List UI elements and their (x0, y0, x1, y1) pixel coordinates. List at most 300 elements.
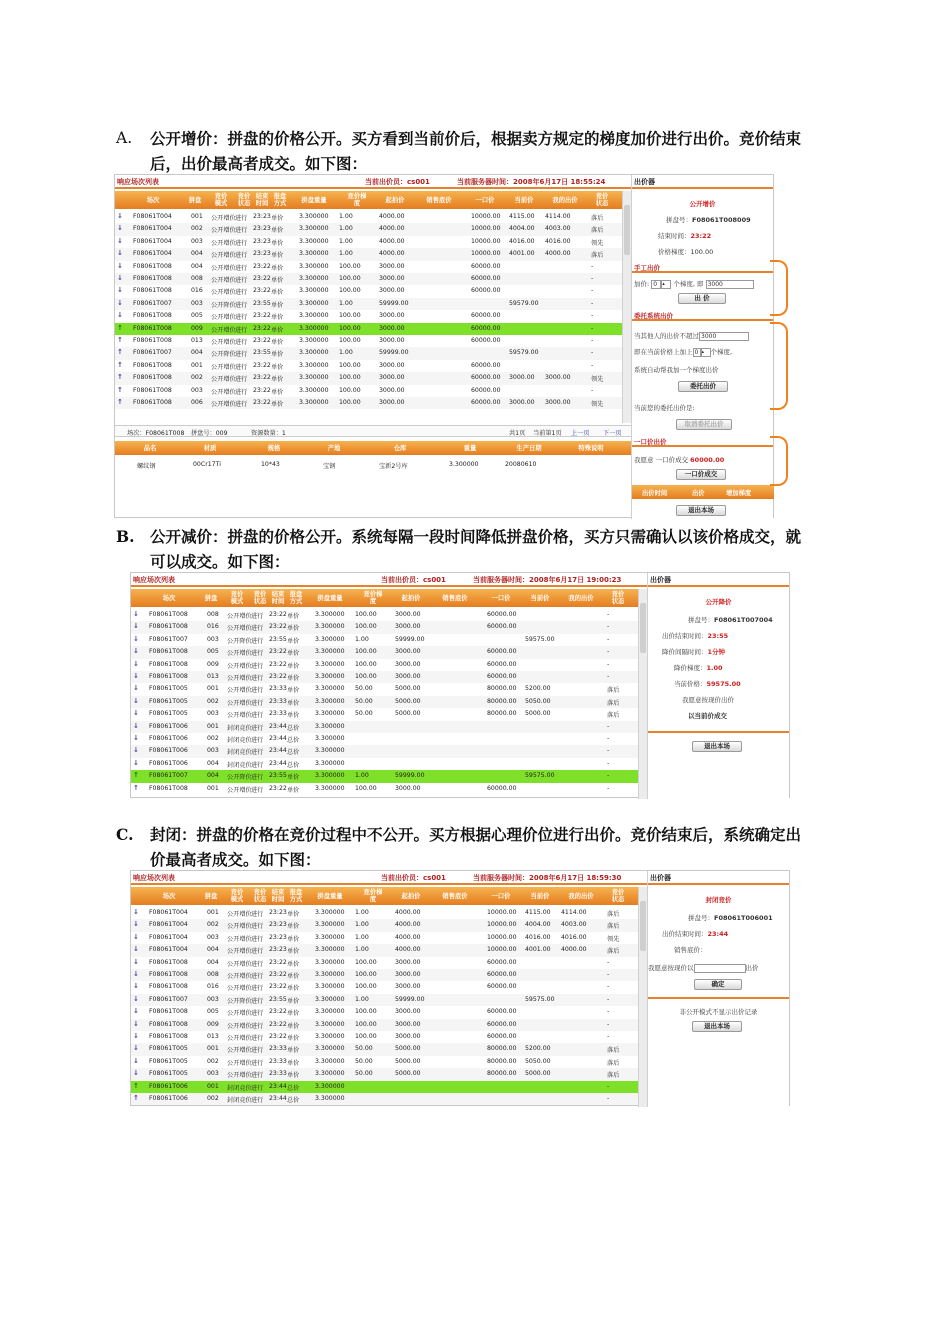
lot-label: 拼盘号： (666, 216, 692, 224)
table-row[interactable] (115, 248, 622, 260)
table-row[interactable] (115, 397, 622, 409)
cell-bid-mode: 公开增价 (227, 948, 252, 956)
table-row[interactable] (115, 211, 622, 223)
cell-weight: 3.300000 (315, 1082, 345, 1090)
arrow-down-icon: ↓ (133, 634, 139, 643)
cell-weight: 3.300000 (299, 262, 329, 270)
cell-bid-status: 进行 (235, 388, 248, 396)
bid-button[interactable]: 出 价 (678, 293, 726, 304)
cell-end-time: 23:23 (269, 921, 287, 929)
list-title: 响应场次列表 (133, 874, 175, 882)
cell-current-price: 4001.00 (509, 250, 535, 258)
cell-step: 1.00 (339, 213, 353, 220)
cell-end-time: 23:22 (253, 386, 271, 394)
cell-bid-status: 进行 (251, 786, 264, 794)
table-scrollbar[interactable] (638, 887, 647, 1107)
cell-end-time: 23:23 (269, 946, 287, 954)
cell-end-time: 23:22 (253, 374, 271, 382)
res-cell: 20080610 (505, 461, 537, 468)
exit-button[interactable]: 退出本场 (692, 1021, 742, 1032)
cell-end-time: 23:22 (269, 1008, 287, 1016)
res-col-note: 特殊说明 (578, 444, 604, 452)
cell-start-price: 5000.00 (395, 710, 421, 718)
cell-fixed-price: 80000.00 (487, 1070, 517, 1078)
column-header: 起拍价 (401, 594, 421, 602)
cell-lot-no: 013 (207, 673, 219, 680)
cell-rank-status: 落后 (607, 1072, 620, 1080)
arrow-up-icon: ↑ (117, 398, 123, 406)
table-row[interactable] (131, 745, 638, 757)
table-row[interactable] (131, 683, 638, 695)
cell-step: 1.00 (355, 772, 369, 780)
cell-fixed-price: 60000.00 (487, 660, 517, 668)
proxy-step-input[interactable]: 0 (693, 348, 701, 357)
table-row[interactable] (131, 696, 638, 708)
cell-current-price: 59575.00 (525, 995, 555, 1003)
cell-step: 50.00 (355, 1045, 373, 1053)
proxy-limit-input[interactable]: 3000 (699, 332, 749, 341)
cell-start-price: 4000.00 (379, 250, 405, 258)
cell-bid-status: 进行 (235, 314, 248, 322)
arrow-down-icon: ↓ (133, 957, 139, 966)
cell-fixed-price: 60000.00 (487, 623, 517, 631)
cell-rank-status: - (591, 324, 594, 332)
table-row[interactable] (131, 708, 638, 720)
cell-end-time: 23:44 (269, 747, 287, 755)
column-header: 一口价 (491, 892, 511, 900)
cell-weight: 3.300000 (299, 324, 329, 332)
cell-quote-type: 单价 (271, 388, 284, 396)
table-row[interactable] (131, 671, 638, 683)
step-value: 100.00 (690, 248, 714, 256)
column-header: 结束 时间 (271, 591, 285, 605)
table-row[interactable] (131, 919, 638, 931)
table-row[interactable] (131, 981, 638, 993)
cell-bid-status: 进行 (251, 1047, 264, 1055)
column-header: 竞价 状态 (237, 193, 251, 207)
pager-next-link[interactable]: 下一页 (603, 430, 622, 437)
cell-bid-status: 进行 (251, 948, 264, 956)
res-cell: 3.300000 (449, 461, 479, 468)
table-row[interactable] (131, 721, 638, 733)
table-row[interactable] (131, 733, 638, 745)
cell-bid-mode: 公开增价 (227, 973, 252, 980)
manual-price-input[interactable]: 3000 (706, 280, 754, 289)
table-row[interactable] (131, 957, 638, 969)
table-scrollbar[interactable] (622, 191, 631, 423)
cell-start-price: 3000.00 (395, 648, 421, 656)
cell-weight: 3.300000 (315, 772, 345, 780)
arrow-up-icon: ↑ (133, 1081, 139, 1090)
cell-session-id: F08061T004 (133, 250, 172, 258)
cell-session-id: F08061T008 (133, 324, 172, 332)
cell-my-bid: 4016.00 (545, 237, 571, 245)
cell-bid-status: 进行 (235, 215, 248, 222)
cell-start-price: 4000.00 (395, 921, 421, 929)
proxy-bid-section: 委托系统出价 (632, 311, 773, 321)
arrow-down-icon: ↓ (117, 261, 123, 270)
cell-weight: 3.300000 (299, 287, 329, 295)
arrow-up-icon: ↑ (133, 783, 139, 792)
cell-end-time: 23:55 (269, 995, 287, 1003)
cell-weight: 3.300000 (299, 374, 329, 382)
cell-current-price: 4115.00 (525, 909, 551, 916)
cell-session-id: F08061T005 (149, 685, 188, 693)
table-row[interactable] (115, 261, 622, 273)
cell-bid-mode: 封闭竞价 (227, 1084, 252, 1092)
cell-session-id: F08061T008 (133, 275, 172, 282)
cell-quote-type: 总价 (287, 737, 300, 744)
column-header: 场次 (146, 196, 160, 204)
cell-step: 1.00 (355, 946, 369, 954)
bid-panel-title: 出价器 (650, 576, 671, 584)
exit-button[interactable]: 退出本场 (676, 505, 726, 516)
table-row[interactable] (115, 285, 622, 297)
cell-session-id: F08061T004 (149, 933, 188, 941)
sealed-bid-pre: 我愿意按现价以 (648, 964, 694, 972)
cell-step: 100.00 (355, 983, 377, 991)
table-row[interactable] (115, 360, 622, 372)
cell-session-id: F08061T006 (149, 759, 188, 767)
cell-session-id: F08061T005 (149, 710, 188, 718)
cell-bid-mode: 公开增价 (211, 289, 236, 297)
arrow-down-icon: ↓ (133, 1032, 139, 1040)
table-row[interactable] (131, 969, 638, 981)
column-header: 竞价 状态 (595, 193, 609, 207)
cell-session-id: F08061T006 (149, 747, 188, 755)
cell-end-time: 23:33 (269, 1057, 287, 1065)
cell-lot-no: 002 (207, 1057, 219, 1065)
cell-rank-status: 落后 (607, 923, 620, 931)
price-line (674, 679, 741, 688)
cell-session-id: F08061T008 (149, 648, 188, 656)
cell-fixed-price: 60000.00 (487, 1033, 517, 1040)
cell-end-time: 23:33 (269, 710, 287, 718)
cell-lot-no: 003 (207, 747, 219, 755)
arrow-down-icon: ↓ (133, 920, 139, 929)
cell-quote-type: 单价 (271, 289, 284, 297)
cell-bid-status: 进行 (251, 613, 264, 620)
arrow-down-icon: ↓ (133, 622, 139, 631)
bid-history-col-bid: 出价 (692, 490, 705, 497)
cell-quote-type: 单价 (271, 351, 284, 359)
table-scrollbar[interactable] (638, 589, 647, 799)
cell-rank-status: - (591, 337, 594, 344)
cell-end-time: 23:23 (253, 213, 271, 220)
callout-bracket (770, 260, 788, 316)
arrow-up-icon: ↑ (117, 323, 123, 332)
table-row[interactable] (115, 310, 622, 322)
cell-lot-no: 013 (207, 1033, 219, 1040)
cell-current-price: 59579.00 (509, 349, 539, 357)
cell-bid-status: 进行 (251, 774, 264, 782)
bidder-label: 当前出价员：cs001 (365, 178, 430, 186)
step-unit: 个梯度, 即 (673, 280, 704, 288)
cell-start-price: 3000.00 (379, 337, 405, 344)
cell-session-id: F08061T008 (149, 611, 188, 618)
cell-rank-status: - (607, 1095, 610, 1102)
cell-current-price: 3000.00 (509, 374, 535, 382)
mode-title: 封闭竞价 (705, 896, 732, 904)
cell-rank-status: - (607, 958, 610, 966)
cell-bid-mode: 公开增价 (227, 699, 252, 707)
cell-session-id: F08061T008 (149, 983, 188, 991)
table-row[interactable] (115, 323, 622, 335)
cell-session-id: F08061T006 (149, 735, 188, 742)
cell-end-time: 23:22 (269, 1020, 287, 1028)
cell-rank-status: 落后 (591, 252, 604, 260)
arrow-up-icon: ↑ (117, 336, 123, 344)
cell-weight: 3.300000 (315, 710, 345, 718)
table-row[interactable] (115, 335, 622, 347)
cell-fixed-price: 10000.00 (471, 250, 501, 258)
table-row[interactable] (131, 1056, 638, 1068)
cell-start-price: 3000.00 (379, 361, 405, 369)
cell-rank-status: - (591, 262, 594, 270)
cell-rank-status: - (607, 759, 610, 767)
cell-weight: 3.300000 (315, 971, 345, 978)
cell-bid-mode: 公开增价 (211, 401, 236, 408)
cell-quote-type: 单价 (271, 363, 284, 371)
column-header: 竞价 模式 (230, 889, 244, 903)
cell-start-price: 3000.00 (379, 262, 405, 270)
table-header (131, 887, 647, 905)
cell-fixed-price: 10000.00 (471, 213, 501, 220)
cell-lot-no: 003 (191, 386, 203, 394)
cell-step: 1.00 (355, 921, 369, 929)
table-row[interactable] (131, 770, 638, 782)
cell-bid-mode: 公开增价 (227, 662, 252, 670)
cell-start-price: 3000.00 (379, 275, 405, 282)
cell-my-bid: 3000.00 (545, 399, 571, 406)
proxy-bid-button[interactable]: 委托出价 (678, 381, 728, 392)
column-header: 起拍价 (385, 196, 405, 204)
cell-lot-no: 003 (207, 933, 219, 941)
cell-quote-type: 总价 (287, 1097, 300, 1104)
cell-lot-no: 009 (207, 660, 219, 668)
cell-step: 1.00 (355, 635, 369, 643)
cell-step: 100.00 (355, 611, 377, 618)
cell-rank-status: - (607, 735, 610, 742)
cell-quote-type: 单价 (271, 239, 284, 247)
cancel-proxy-button[interactable]: 取消委托出价 (676, 419, 732, 430)
cell-end-time: 23:33 (269, 697, 287, 705)
cell-end-time: 23:22 (253, 399, 271, 406)
cell-weight: 3.300000 (299, 275, 329, 282)
cell-weight: 3.300000 (315, 1020, 345, 1028)
cell-my-bid: 4114.00 (545, 213, 571, 220)
cell-start-price: 4000.00 (379, 237, 405, 245)
exit-button[interactable]: 退出本场 (692, 741, 742, 752)
cell-bid-status: 进行 (251, 749, 264, 757)
table-row[interactable] (115, 273, 622, 285)
table-row[interactable] (115, 298, 622, 310)
cell-bid-mode: 公开增价 (211, 376, 236, 384)
table-row[interactable] (131, 1068, 638, 1080)
table-row[interactable] (131, 1031, 638, 1043)
add-step-spinner[interactable]: ▴ (661, 280, 671, 289)
cell-quote-type: 单价 (287, 712, 300, 720)
cell-fixed-price: 10000.00 (471, 225, 501, 233)
fixed-price: 60000.00 (690, 456, 725, 464)
column-header: 我的出价 (552, 196, 578, 204)
table-row[interactable] (131, 609, 638, 621)
cell-quote-type: 单价 (271, 227, 284, 235)
cell-end-time: 23:22 (253, 262, 271, 270)
table-row[interactable] (131, 944, 638, 956)
proxy-step-spinner[interactable]: ▴ (701, 348, 711, 357)
table-row[interactable] (115, 372, 622, 384)
table-row[interactable] (131, 1006, 638, 1018)
cell-step: 1.00 (339, 250, 353, 258)
cell-step: 100.00 (355, 623, 377, 631)
sealed-bid-input[interactable] (694, 964, 746, 973)
cell-fixed-price: 10000.00 (487, 921, 517, 929)
table-row[interactable] (131, 659, 638, 671)
cell-lot-no: 016 (191, 287, 203, 295)
cell-rank-status: - (607, 635, 610, 643)
proxy-line2 (634, 347, 732, 357)
cell-start-price: 3000.00 (379, 399, 405, 406)
paragraph-b-text: 公开减价：拼盘的价格公开。系统每隔一段时间降低拼盘价格，买方只需确认以该价格成交，就可以成交。如下图： (150, 527, 802, 571)
cell-end-time: 23:44 (269, 735, 287, 742)
bid-history-header (632, 485, 774, 499)
cell-rank-status: - (607, 1082, 610, 1090)
cell-fixed-price: 60000.00 (487, 983, 517, 991)
cell-lot-no: 004 (207, 958, 219, 966)
cell-bid-status: 进行 (235, 326, 248, 334)
add-step-input[interactable]: 0 (651, 280, 661, 289)
cell-start-price: 3000.00 (395, 660, 421, 668)
cell-session-id: F08061T005 (149, 1057, 188, 1065)
res-cell: 宝新2号库 (379, 463, 408, 470)
cell-session-id: F08061T004 (133, 225, 172, 233)
cell-start-price: 3000.00 (395, 611, 421, 618)
end-value: 23:55 (707, 632, 729, 640)
cell-session-id: F08061T008 (149, 1020, 188, 1028)
cell-session-id: F08061T008 (133, 337, 172, 344)
table-row[interactable] (131, 994, 638, 1006)
cell-rank-status: 落后 (607, 911, 620, 918)
table-row[interactable] (115, 236, 622, 248)
cell-session-id: F08061T008 (149, 660, 188, 668)
arrow-down-icon: ↓ (133, 1044, 139, 1053)
cell-bid-mode: 公开增价 (227, 1022, 252, 1030)
cell-weight: 3.300000 (315, 946, 345, 954)
cell-bid-status: 进行 (251, 997, 264, 1005)
step-value: 1.00 (706, 664, 723, 672)
cell-bid-status: 进行 (235, 227, 248, 235)
table-row[interactable] (131, 634, 638, 646)
bid-panel-title: 出价器 (650, 874, 671, 882)
sealed-bid-post: 出价 (745, 964, 759, 972)
cell-step: 100.00 (355, 1033, 377, 1040)
cell-end-time: 23:22 (253, 312, 271, 320)
cell-quote-type: 单价 (271, 376, 284, 384)
pager-prev-link[interactable]: 上一页 (571, 430, 590, 437)
cell-session-id: F08061T006 (149, 1095, 188, 1102)
table-row[interactable] (131, 1019, 638, 1031)
cell-bid-mode: 公开增价 (227, 1059, 252, 1067)
table-row[interactable] (131, 1043, 638, 1055)
cell-bid-status: 进行 (251, 985, 264, 993)
confirm-button[interactable]: 确定 (694, 979, 742, 990)
cell-bid-status: 进行 (251, 724, 264, 732)
arrow-down-icon: ↓ (133, 610, 139, 618)
cell-bid-status: 进行 (251, 662, 264, 670)
cell-quote-type: 单价 (287, 935, 300, 943)
cell-bid-status: 进行 (235, 401, 248, 408)
cell-step: 100.00 (355, 1020, 377, 1028)
lot-line (688, 615, 773, 624)
sealed-bid-line (648, 963, 759, 973)
cell-current-price: 4016.00 (525, 933, 551, 941)
table-row[interactable] (115, 385, 622, 397)
cell-fixed-price: 60000.00 (487, 673, 517, 680)
table-row[interactable] (115, 223, 622, 235)
cell-quote-type: 单价 (271, 339, 284, 346)
cell-start-price: 3000.00 (395, 1020, 421, 1028)
fixed-price-button[interactable]: 一口价成交 (676, 469, 726, 480)
bid-panel-title: 出价器 (634, 178, 655, 186)
status-count: 资源数量：1 (251, 430, 286, 437)
callout-bracket (770, 322, 788, 410)
table-row[interactable] (131, 758, 638, 770)
table-row[interactable] (115, 347, 622, 359)
column-header: 竞价 状态 (611, 591, 625, 605)
cell-lot-no: 001 (207, 784, 219, 792)
lot-label: 拼盘号： (688, 616, 714, 624)
cell-start-price: 4000.00 (395, 946, 421, 954)
cell-bid-status: 进行 (251, 687, 264, 695)
cell-lot-no: 005 (191, 312, 203, 320)
table-row[interactable] (131, 783, 638, 795)
cell-rank-status: - (591, 386, 594, 394)
cell-current-price: 5050.00 (525, 697, 551, 705)
accept-current-price-link[interactable]: 以当前价成交 (688, 712, 727, 720)
cell-weight: 3.300000 (299, 250, 329, 258)
table-row[interactable] (131, 907, 638, 919)
cell-weight: 3.300000 (315, 735, 345, 742)
table-row[interactable] (131, 1081, 638, 1093)
cell-start-price: 59999.00 (379, 299, 409, 307)
cell-start-price: 5000.00 (395, 697, 421, 705)
cell-session-id: F08061T006 (149, 1082, 188, 1090)
table-row[interactable] (131, 621, 638, 633)
step-line (674, 663, 723, 672)
table-row[interactable] (131, 1093, 638, 1105)
arrow-down-icon: ↓ (133, 721, 139, 730)
cell-my-bid: 4000.00 (545, 250, 571, 258)
table-row[interactable] (131, 932, 638, 944)
cell-weight: 3.300000 (299, 399, 329, 406)
cell-step: 1.00 (339, 299, 353, 307)
add-line (634, 279, 754, 289)
table-row[interactable] (131, 646, 638, 658)
sale-label: 销售底价： (674, 946, 707, 954)
cell-end-time: 23:22 (269, 1033, 287, 1040)
cell-weight: 3.300000 (315, 648, 345, 656)
cell-current-price: 4004.00 (509, 225, 535, 233)
cell-rank-status: - (591, 287, 594, 295)
cell-end-time: 23:33 (269, 685, 287, 693)
cell-step: 100.00 (355, 971, 377, 978)
cell-quote-type: 单价 (287, 960, 300, 968)
cell-weight: 3.300000 (299, 225, 329, 233)
arrow-up-icon: ↑ (117, 373, 123, 382)
cell-start-price: 3000.00 (379, 374, 405, 382)
cell-quote-type: 单价 (287, 973, 300, 980)
